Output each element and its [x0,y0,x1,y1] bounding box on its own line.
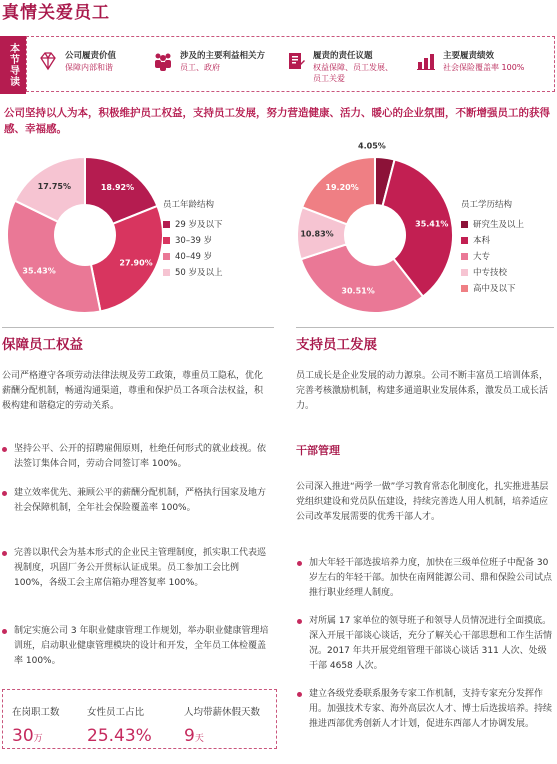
pie-data-label: 18.92% [100,182,135,192]
guide-item-title: 公司履责价值 [65,51,117,61]
bullet-text: 完善以职代会为基本形式的企业民主管理制度，抓实职工代表巡视制度，巩固厂务公开贯标认证成果。员工参加工会比例 100%，各级工会主席信箱办理答复率 100%。 [14,548,267,588]
pie-data-label: 27.90% [119,258,153,268]
legend-item [163,216,223,232]
stat-unit: 天 [194,734,204,744]
pie-data-label: 4.05% [358,141,386,151]
list-item [309,556,553,601]
bullet-dot [2,629,7,634]
guide-box [26,36,555,92]
education-structure-pie [290,141,460,320]
legend-swatch [461,253,468,260]
legend-item [163,264,223,280]
bullet-text: 建立效率优先、兼顾公平的薪酬分配机制，严格执行国家及地方社会保障机制，全年社会保险覆盖率 100%。 [14,488,267,513]
divider-right [296,327,554,328]
guide-item-desc: 员工、政府 [180,63,220,72]
guide-item-issues [285,50,393,84]
stat-employees [12,690,60,746]
guide-item-desc: 权益保障、员工发展、 [313,63,393,72]
bullet-text: 对所属 17 家单位的领导班子和领导人员情况进行全面摸底。深入开展干部谈心谈话，充分了解关心干部思想和工作生活情况。2017 年共开展党组管理干部谈心谈话 311 人次、处级干部 4658 人次。 [309,616,553,671]
intro-text: 公司坚持以人为本，积极维护员工权益，支持员工发展，努力营造健康、活力、暖心的企业氛围，不断增强员工的获得感、幸福感。 [4,107,550,135]
section-guide [0,36,557,94]
right-intro: 员工成长是企业发展的动力源泉。公司不断丰富员工培训体系，完善考核激励机制，构建多通道职业发展体系，激发员工成长活力。 [296,371,549,411]
right-heading: 支持员工发展 [296,337,377,353]
document-icon [285,50,307,72]
legend-item [163,232,223,248]
legend-item [461,280,524,296]
stat-value: 30 [12,726,34,746]
legend-label: 30–39 岁 [175,236,213,246]
legend-item [461,264,524,280]
guide-item-desc: 保障内部和谐 [65,63,113,72]
pie-data-label: 17.75% [37,181,71,191]
guide-item-title: 涉及的主要利益相关方 [180,51,266,61]
bullet-dot [2,551,7,556]
legend-label: 本科 [473,236,491,246]
guide-item-desc: 社会保险覆盖率 100% [443,63,525,72]
legend-swatch [163,269,170,276]
legend-swatch [461,221,468,228]
legend-swatch [163,221,170,228]
legend-swatch [461,285,468,292]
pie-data-label: 30.51% [341,286,375,296]
legend-label: 研究生及以上 [473,220,525,230]
guide-item-desc: 员工关爱 [313,74,345,83]
people-icon [152,50,174,72]
legend-label: 50 岁及以上 [175,268,223,278]
bullet-text: 坚持公平、公开的招聘雇佣原则，杜绝任何形式的就业歧视。依法签订集体合同，劳动合同签订率 100%。 [14,444,267,469]
stat-value: 9 [184,726,195,746]
legend-label: 40–49 岁 [175,252,213,262]
list-item [14,442,269,472]
page-title: 真情关爱员工 [2,3,110,23]
legend-label: 高中及以下 [473,284,516,294]
list-item [14,624,269,669]
education-legend-title: 员工学历结构 [461,200,513,210]
guide-item-performance [415,50,524,73]
stat-label: 在岗职工数 [12,707,60,718]
guide-item-title: 履责的责任议题 [313,51,373,61]
legend-item [163,248,223,264]
guide-item-title: 主要履责绩效 [443,51,495,61]
bullet-text: 建立各级党委联系服务专家工作机制，支持专家充分发挥作用。加强技术专家、海外高层次人才、博士后选拔培养。持续推进西部优秀创新人才计划，促进东西部人才协调发展。 [309,689,553,729]
legend-swatch [163,253,170,260]
legend-swatch [461,269,468,276]
stat-unit: 万 [33,734,43,744]
bullet-dot [2,491,7,496]
bullet-dot [297,561,302,566]
divider-left [2,327,274,328]
stat-female-ratio [87,690,152,746]
guide-item-stakeholders [152,50,265,73]
legend-label: 29 岁及以下 [175,220,223,230]
age-structure-pie [0,150,170,320]
legend-label: 大专 [473,252,491,262]
pie-data-label: 19.20% [325,183,359,193]
guide-label: 本节导读 [0,36,26,94]
bullet-dot [297,619,302,624]
list-item [309,614,553,674]
list-item [14,486,269,516]
stat-paid-leave [184,690,260,746]
bullet-dot [2,447,7,452]
bullet-dot [297,692,302,697]
legend-item [461,216,524,232]
guide-item-value [37,50,116,73]
diamond-icon [37,50,59,72]
legend-label: 中专技校 [473,268,508,278]
age-legend-title: 员工年龄结构 [163,200,215,210]
bar-chart-icon [415,50,437,72]
legend-swatch [163,237,170,244]
pie-data-label: 35.43% [22,266,56,276]
left-intro: 公司严格遵守各项劳动法律法规及劳工政策，尊重员工隐私，优化薪酬分配机制，畅通沟通渠道，尊重和保护员工各项合法权益，积极构建和谐稳定的劳动关系。 [2,371,264,411]
stat-label: 人均带薪休假天数 [184,707,261,718]
list-item [309,687,553,732]
right-subheading: 干部管理 [296,444,340,457]
pie-data-label: 35.41% [415,219,449,229]
stat-label: 女性员工占比 [87,707,145,718]
pie-data-label: 10.83% [300,229,334,239]
legend-swatch [461,237,468,244]
age-legend [163,198,223,280]
legend-item [461,248,524,264]
bullet-text: 加大年轻干部选拔培养力度，加快在三级单位班子中配备 30 岁左右的年轻干部。加快在南网能源公司、鼎和保险公司试点推行职业经理人制度。 [309,558,553,598]
stat-value: 25.43% [87,726,152,746]
education-legend [461,198,524,296]
right-sub-intro: 公司深入推进“两学一做”学习教育常态化制度化，扎实推进基层党组织建设和党员队伍建设，持续完善选人用人机制，培养适应公司改革发展需要的优秀干部人才。 [296,482,549,522]
legend-item [461,232,524,248]
left-heading: 保障员工权益 [2,337,83,353]
stats-box [2,689,277,749]
bullet-text: 制定实施公司 3 年职业健康管理工作规划，举办职业健康管理培训班，启动职业健康管理模块的设计和开发，全年员工体检覆盖率 100%。 [14,626,269,666]
list-item [14,546,269,591]
